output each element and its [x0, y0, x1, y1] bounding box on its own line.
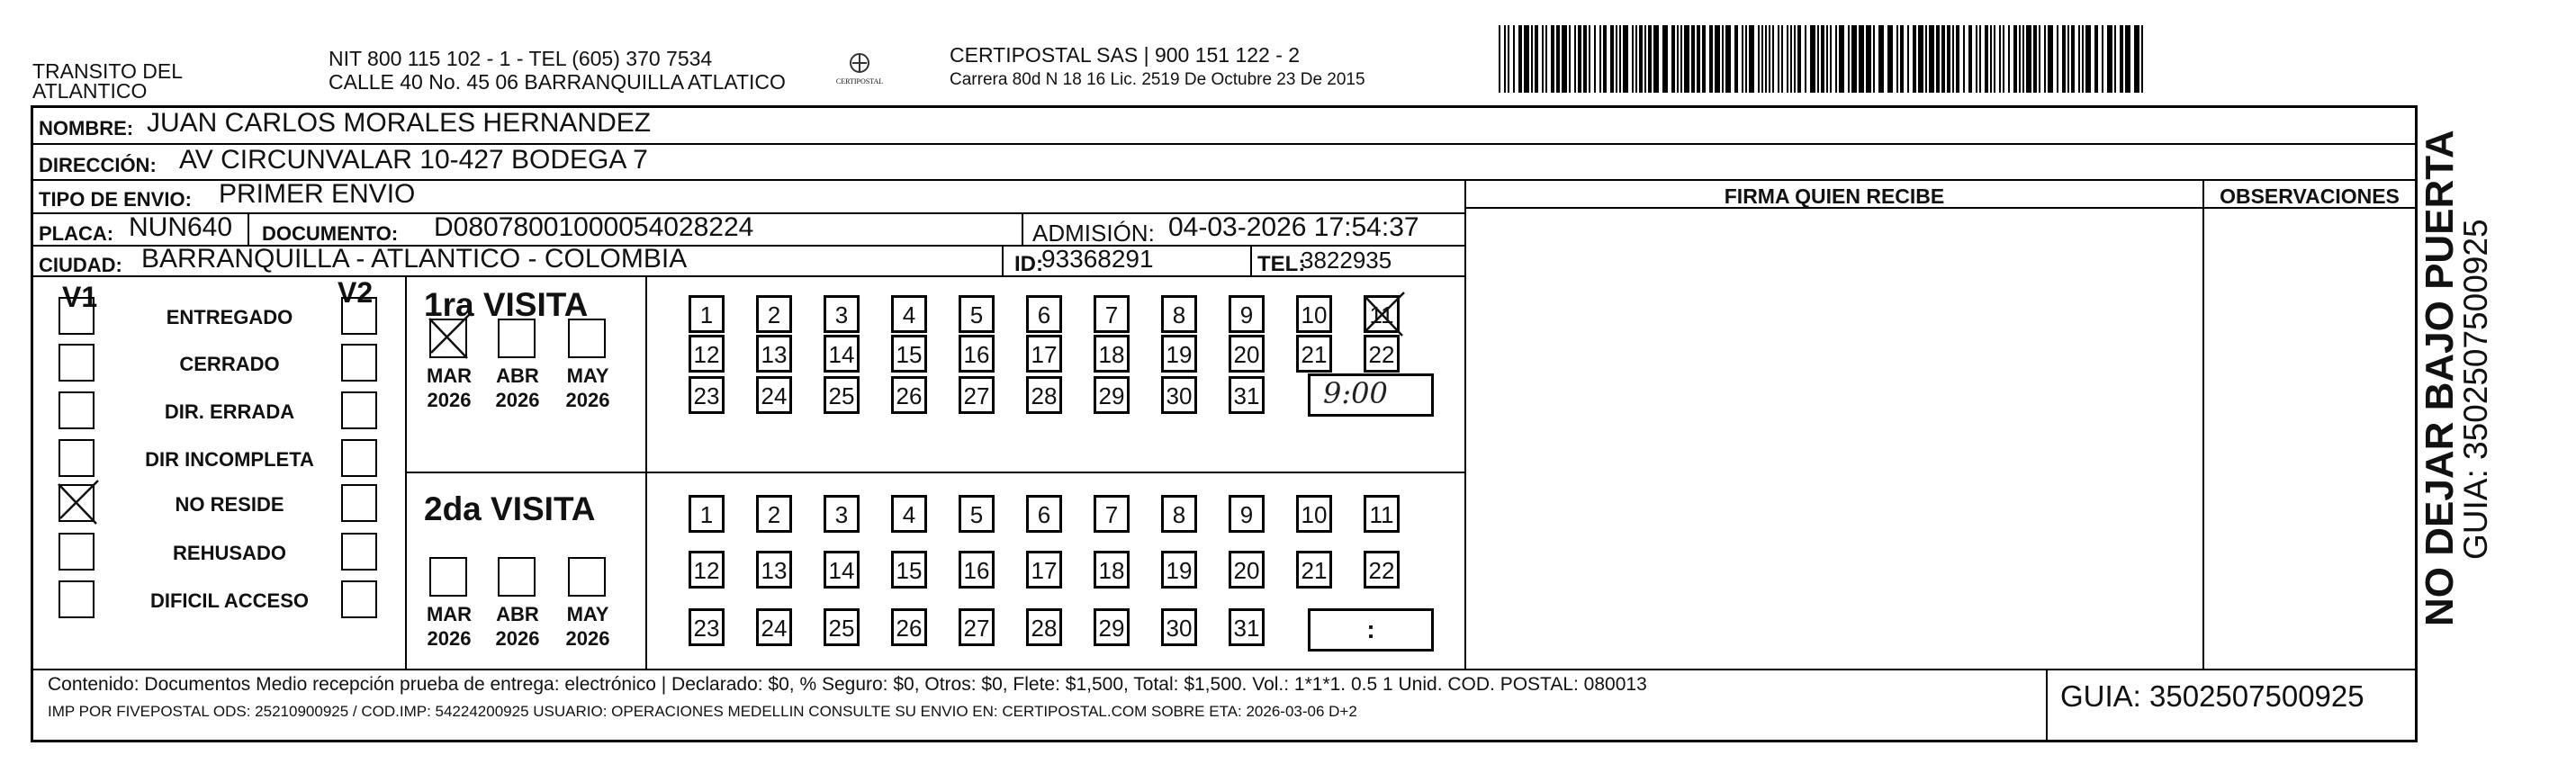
admision-label: ADMISIÓN:	[1032, 220, 1155, 247]
day-box[interactable]: 6	[1026, 495, 1062, 533]
day-box[interactable]: 27	[959, 608, 995, 646]
barcode-bar	[1508, 25, 1509, 93]
day-box[interactable]: 4	[891, 495, 927, 533]
side-warning: NO DEJAR BAJO PUERTA	[2418, 130, 2462, 626]
barcode-bar	[1963, 25, 1965, 93]
barcode-bar	[2062, 25, 2066, 93]
firma-header: FIRMA QUIEN RECIBE	[1724, 184, 1945, 208]
barcode-bar	[1616, 25, 1617, 93]
tipo-value: PRIMER ENVIO	[219, 179, 416, 209]
barcode-bar	[1709, 25, 1713, 93]
barcode-bar	[1734, 25, 1738, 93]
barcode-bar	[1684, 25, 1689, 93]
barcode-bar	[1817, 25, 1819, 93]
month-year: 2026	[495, 627, 540, 650]
v1-checkbox[interactable]	[59, 533, 95, 571]
status-label: ENTREGADO	[166, 306, 293, 328]
v1-checkbox[interactable]	[59, 484, 95, 522]
day-box[interactable]: 16	[959, 551, 995, 589]
barcode-bar	[1535, 25, 1538, 93]
day-box[interactable]: 30	[1161, 608, 1197, 646]
barcode-bar	[1589, 25, 1590, 93]
barcode-bar	[1702, 25, 1706, 93]
day-box[interactable]: 17	[1026, 551, 1062, 589]
day-box[interactable]: 22	[1364, 335, 1400, 373]
footer-contenido: Contenido: Documentos Medio recepción prueba de entrega: electrónico | Declarado: $0, % Seguro: $0, Otros: $0, Flete: $1,500, Total: $1,500. Vol.: 1*1*1. 0.5 1 Unid. COD. POSTAL: 080013	[48, 674, 1647, 695]
status-label: REHUSADO	[173, 542, 286, 564]
barcode-bar	[1518, 25, 1522, 93]
day-box[interactable]: 29	[1094, 376, 1130, 414]
documento-value: D08078001000054028224	[434, 212, 754, 242]
v1-checkbox[interactable]	[59, 391, 95, 429]
barcode-bar	[2125, 25, 2130, 93]
barcode-bar	[1551, 25, 1554, 93]
barcode-bar	[1900, 25, 1904, 93]
month-label: MAR	[426, 603, 473, 625]
barcode-bar	[1772, 25, 1774, 93]
company-line: CERTIPOSTAL SAS | 900 151 122 - 2	[950, 43, 1301, 67]
status-label: CERRADO	[179, 353, 280, 375]
barcode-bar	[1632, 25, 1634, 93]
issuer-address: CALLE 40 No. 45 06 BARRANQUILLA ATLATICO	[329, 70, 786, 94]
placa-label: PLACA:	[39, 222, 114, 245]
barcode-bar	[1574, 25, 1576, 93]
day-box[interactable]: 9	[1229, 495, 1265, 533]
v2-checkbox[interactable]	[341, 439, 377, 477]
tel-value: 3822935	[1301, 247, 1392, 274]
day-box[interactable]: 16	[959, 335, 995, 373]
tel-label: TEL:	[1257, 252, 1306, 276]
day-box[interactable]: 30	[1161, 376, 1197, 414]
day-box[interactable]: 9	[1229, 295, 1265, 333]
day-box[interactable]: 31	[1229, 376, 1265, 414]
barcode-bar	[1994, 25, 1995, 93]
issuer-nit: NIT 800 115 102 - 1 - TEL (605) 370 7534	[329, 47, 713, 70]
barcode-bar	[1859, 25, 1864, 93]
v2-checkbox[interactable]	[341, 484, 377, 522]
barcode-bar	[1887, 25, 1893, 93]
day-box[interactable]: 28	[1026, 608, 1062, 646]
barcode-bar	[1619, 25, 1621, 93]
day-box[interactable]: 15	[891, 551, 927, 589]
day-box[interactable]: 14	[824, 335, 860, 373]
v1-checkbox[interactable]	[59, 344, 95, 382]
day-box[interactable]: 24	[756, 608, 792, 646]
row-ciudad	[33, 244, 1466, 277]
barcode-bar	[1562, 25, 1567, 93]
day-box[interactable]: 17	[1026, 335, 1062, 373]
observaciones-area[interactable]	[2204, 209, 2415, 668]
day-box[interactable]: 19	[1161, 551, 1197, 589]
barcode-bar	[2048, 25, 2053, 93]
barcode-bar	[1504, 25, 1506, 93]
barcode-bar	[2141, 25, 2143, 93]
barcode-bar	[2078, 25, 2080, 93]
status-label: DIR INCOMPLETA	[145, 448, 314, 471]
v2-checkbox[interactable]	[341, 344, 377, 382]
barcode-bar	[1758, 25, 1760, 93]
barcode-bar	[1715, 25, 1720, 93]
barcode-bar	[1697, 25, 1700, 93]
barcode-bar	[1662, 25, 1668, 93]
barcode-bar	[1524, 25, 1529, 93]
day-box[interactable]: 21	[1296, 551, 1332, 589]
barcode-bar	[1907, 25, 1909, 93]
barcode-bar	[1722, 25, 1724, 93]
barcode-bar	[1680, 25, 1682, 93]
month-checkbox[interactable]	[429, 319, 467, 358]
month-year: 2026	[565, 389, 610, 411]
day-box[interactable]: 27	[959, 376, 995, 414]
day-box[interactable]: 26	[891, 608, 927, 646]
day-box[interactable]: 12	[689, 335, 725, 373]
day-box[interactable]: 13	[756, 335, 792, 373]
barcode-bar	[1821, 25, 1824, 93]
barcode-bar	[1990, 25, 1992, 93]
day-box[interactable]: 15	[891, 335, 927, 373]
barcode-bar	[1999, 25, 2001, 93]
day-box[interactable]: 24	[756, 376, 792, 414]
month-label: MAY	[566, 603, 609, 625]
second-visit-title: 2da VISITA	[424, 490, 596, 527]
side-guia: GUIA: 3502507500925	[2457, 219, 2494, 560]
id-value: 93368291	[1041, 245, 1154, 273]
barcode-bar	[2022, 25, 2024, 93]
day-box[interactable]: 19	[1161, 335, 1197, 373]
day-box[interactable]: 23	[689, 376, 725, 414]
nombre-value: JUAN CARLOS MORALES HERNANDEZ	[147, 108, 652, 138]
month-checkbox[interactable]	[568, 319, 606, 358]
month-label: MAR	[426, 364, 473, 387]
barcode-bar	[1583, 25, 1587, 93]
month-year: 2026	[427, 389, 472, 411]
barcode-bar	[2114, 25, 2116, 93]
barcode-bar	[1830, 25, 1832, 93]
day-box[interactable]: 26	[891, 376, 927, 414]
barcode-bar	[2003, 25, 2004, 93]
barcode-bar	[1569, 25, 1571, 93]
month-label: ABR	[496, 603, 539, 625]
day-box[interactable]: 25	[824, 376, 860, 414]
month-year: 2026	[495, 389, 540, 411]
day-box[interactable]: 13	[756, 551, 792, 589]
barcode-bar	[1985, 25, 1988, 93]
month-checkbox[interactable]	[498, 319, 536, 358]
barcode-bar	[1639, 25, 1643, 93]
barcode-bar	[1941, 25, 1945, 93]
barcode-bar	[1742, 25, 1743, 93]
admision-value: 04-03-2026 17:54:37	[1168, 212, 1419, 242]
row-tipo	[33, 181, 1466, 214]
barcode-bar	[1873, 25, 1875, 93]
day-box[interactable]: 20	[1229, 335, 1265, 373]
barcode-bar	[1781, 25, 1783, 93]
barcode-bar	[1925, 25, 1927, 93]
day-box[interactable]: 18	[1094, 335, 1130, 373]
month-year: 2026	[565, 627, 610, 650]
barcode-bar	[1499, 25, 1500, 93]
footer-imp: IMP POR FIVEPOSTAL ODS: 25210900925 / COD.IMP: 54224200925 USUARIO: OPERACIONES MEDELLIN CONSULTE SU ENVIO EN: CERTIPOSTAL.COM SOBRE ETA: 2026-03-06 D+2	[48, 703, 1357, 720]
tipo-label: TIPO DE ENVIO:	[39, 188, 192, 211]
row-placa	[33, 214, 1466, 247]
barcode-bar	[1691, 25, 1695, 93]
barcode-bar	[1671, 25, 1675, 93]
barcode-bar	[2026, 25, 2031, 93]
issuer-line-2: ATLANTICO	[32, 79, 148, 103]
delivery-form	[31, 105, 2418, 742]
barcode-bar	[1653, 25, 1659, 93]
barcode-bar	[1947, 25, 1950, 93]
day-box[interactable]: 7	[1094, 295, 1130, 333]
barcode-bar	[2134, 25, 2139, 93]
barcode-bar	[1918, 25, 1923, 93]
barcode-bar	[2107, 25, 2112, 93]
v1-checkbox[interactable]	[59, 297, 95, 335]
barcode-bar	[1952, 25, 1954, 93]
day-box[interactable]: 5	[959, 295, 995, 333]
id-label: ID:	[1014, 252, 1043, 276]
barcode-bar	[2013, 25, 2017, 93]
v2-label: V2	[338, 276, 374, 309]
day-box[interactable]: 10	[1296, 495, 1332, 533]
barcode-bar	[1979, 25, 1981, 93]
day-box[interactable]: 21	[1296, 335, 1332, 373]
barcode-bar	[1594, 25, 1596, 93]
barcode-bar	[2057, 25, 2058, 93]
barcode-bar	[1794, 25, 1796, 93]
logo-caption: CERTIPOSTAL	[835, 77, 884, 85]
v1-checkbox[interactable]	[59, 439, 95, 477]
barcode-bar	[1839, 25, 1844, 93]
barcode-bar	[2102, 25, 2103, 93]
barcode-bar	[1556, 25, 1560, 93]
barcode-bar	[1513, 25, 1515, 93]
barcode-bar	[2120, 25, 2123, 93]
day-box[interactable]: 25	[824, 608, 860, 646]
day-box[interactable]: 7	[1094, 495, 1130, 533]
day-box[interactable]: 2	[756, 495, 792, 533]
barcode-bar	[2044, 25, 2046, 93]
barcode-bar	[1648, 25, 1652, 93]
barcode-bar	[1797, 25, 1801, 93]
barcode-bar	[1761, 25, 1763, 93]
row-nombre	[33, 108, 2415, 145]
firma-area[interactable]	[1466, 209, 2202, 668]
barcode-bar	[1810, 25, 1815, 93]
barcode-bar	[1913, 25, 1916, 93]
issuer-name	[32, 59, 183, 103]
ciudad-label: CIUDAD:	[39, 254, 122, 276]
first-visit-time-value: 9:00	[1323, 376, 1388, 410]
month-checkbox[interactable]	[498, 557, 536, 597]
nombre-label: NOMBRE:	[39, 117, 134, 139]
v2-checkbox[interactable]	[341, 297, 377, 335]
barcode-bar	[1851, 25, 1857, 93]
day-box[interactable]: 8	[1161, 495, 1197, 533]
barcode-bar	[1635, 25, 1637, 93]
documento-label: DOCUMENTO:	[262, 222, 399, 245]
barcode-bar	[2033, 25, 2037, 93]
barcode-bar	[1778, 25, 1779, 93]
barcode-bar	[2039, 25, 2040, 93]
month-label: ABR	[496, 364, 539, 387]
barcode-bar	[1599, 25, 1601, 93]
barcode-bar	[1531, 25, 1533, 93]
month-label: MAY	[566, 364, 609, 387]
day-box[interactable]: 10	[1296, 295, 1332, 333]
barcode-bar	[2085, 25, 2091, 93]
day-box[interactable]: 28	[1026, 376, 1062, 414]
day-box[interactable]: 1	[689, 495, 725, 533]
v2-checkbox[interactable]	[341, 533, 377, 571]
issuer-line-1: TRANSITO DEL	[32, 59, 183, 83]
month-year: 2026	[427, 627, 472, 650]
day-box[interactable]: 29	[1094, 608, 1130, 646]
first-visit-time-box[interactable]	[1308, 373, 1434, 417]
day-box[interactable]: 31	[1229, 608, 1265, 646]
barcode-bar	[1790, 25, 1792, 93]
day-box[interactable]: 11	[1364, 295, 1400, 333]
day-box[interactable]: 12	[689, 551, 725, 589]
barcode-bar	[2008, 25, 2010, 93]
day-box[interactable]: 6	[1026, 295, 1062, 333]
day-box[interactable]: 2	[756, 295, 792, 333]
barcode-bar	[1835, 25, 1837, 93]
barcode-bar	[1603, 25, 1607, 93]
second-visit-time-value: :	[1366, 616, 1375, 643]
barcode-bar	[1644, 25, 1646, 93]
day-box[interactable]: 14	[824, 551, 860, 589]
day-box[interactable]: 11	[1364, 495, 1400, 533]
logo-icon	[833, 49, 887, 94]
barcode-bar	[1956, 25, 1959, 93]
status-label: DIFICIL ACCESO	[149, 589, 309, 612]
month-checkbox[interactable]	[568, 557, 606, 597]
barcode-bar	[2019, 25, 2021, 93]
barcode-bar	[1610, 25, 1614, 93]
day-box[interactable]: 5	[959, 495, 995, 533]
v1-label: V1	[62, 281, 98, 313]
barcode-bar	[2082, 25, 2084, 93]
direccion-label: DIRECCIÓN:	[39, 154, 157, 176]
ciudad-value: BARRANQUILLA - ATLANTICO - COLOMBIA	[141, 244, 688, 274]
certipostal-logo	[833, 49, 887, 94]
day-box[interactable]: 4	[891, 295, 927, 333]
barcode-bar	[1725, 25, 1731, 93]
barcode	[1499, 25, 2147, 93]
day-box[interactable]: 18	[1094, 551, 1130, 589]
day-box[interactable]: 3	[824, 495, 860, 533]
barcode-bar	[1976, 25, 1977, 93]
barcode-bar	[1677, 25, 1679, 93]
v2-checkbox[interactable]	[341, 580, 377, 618]
barcode-bar	[1578, 25, 1581, 93]
day-box[interactable]: 23	[689, 608, 725, 646]
barcode-bar	[1545, 25, 1547, 93]
first-visit-title: 1ra VISITA	[424, 286, 589, 323]
barcode-bar	[2071, 25, 2075, 93]
v2-checkbox[interactable]	[341, 391, 377, 429]
barcode-bar	[1866, 25, 1871, 93]
barcode-bar	[1968, 25, 1972, 93]
day-box[interactable]: 3	[824, 295, 860, 333]
barcode-bar	[1745, 25, 1747, 93]
footer-guia: GUIA: 3502507500925	[2060, 679, 2364, 713]
barcode-bar	[1878, 25, 1884, 93]
day-box[interactable]: 22	[1364, 551, 1400, 589]
day-box[interactable]: 1	[689, 295, 725, 333]
barcode-bar	[1896, 25, 1898, 93]
barcode-bar	[1787, 25, 1788, 93]
barcode-bar	[2067, 25, 2069, 93]
day-box[interactable]: 8	[1161, 295, 1197, 333]
barcode-bar	[1542, 25, 1544, 93]
barcode-bar	[1765, 25, 1767, 93]
day-box[interactable]: 20	[1229, 551, 1265, 589]
direccion-value: AV CIRCUNVALAR 10-427 BODEGA 7	[179, 145, 648, 175]
barcode-bar	[1623, 25, 1628, 93]
barcode-bar	[1848, 25, 1850, 93]
row-direccion	[33, 145, 2415, 181]
v1-checkbox[interactable]	[59, 580, 95, 618]
month-checkbox[interactable]	[429, 557, 467, 597]
barcode-bar	[1826, 25, 1828, 93]
barcode-bar	[1929, 25, 1934, 93]
license-line: Carrera 80d N 18 16 Lic. 2519 De Octubre 23 De 2015	[950, 70, 1365, 89]
observaciones-header: OBSERVACIONES	[2220, 184, 2400, 208]
barcode-bar	[1936, 25, 1940, 93]
status-label: NO RESIDE	[175, 493, 284, 516]
second-visit-time-box[interactable]	[1308, 608, 1434, 652]
placa-value: NUN640	[129, 212, 233, 242]
barcode-bar	[1805, 25, 1806, 93]
barcode-bar	[2094, 25, 2098, 93]
status-label: DIR. ERRADA	[164, 400, 295, 423]
barcode-bar	[1749, 25, 1754, 93]
barcode-bar	[1769, 25, 1770, 93]
